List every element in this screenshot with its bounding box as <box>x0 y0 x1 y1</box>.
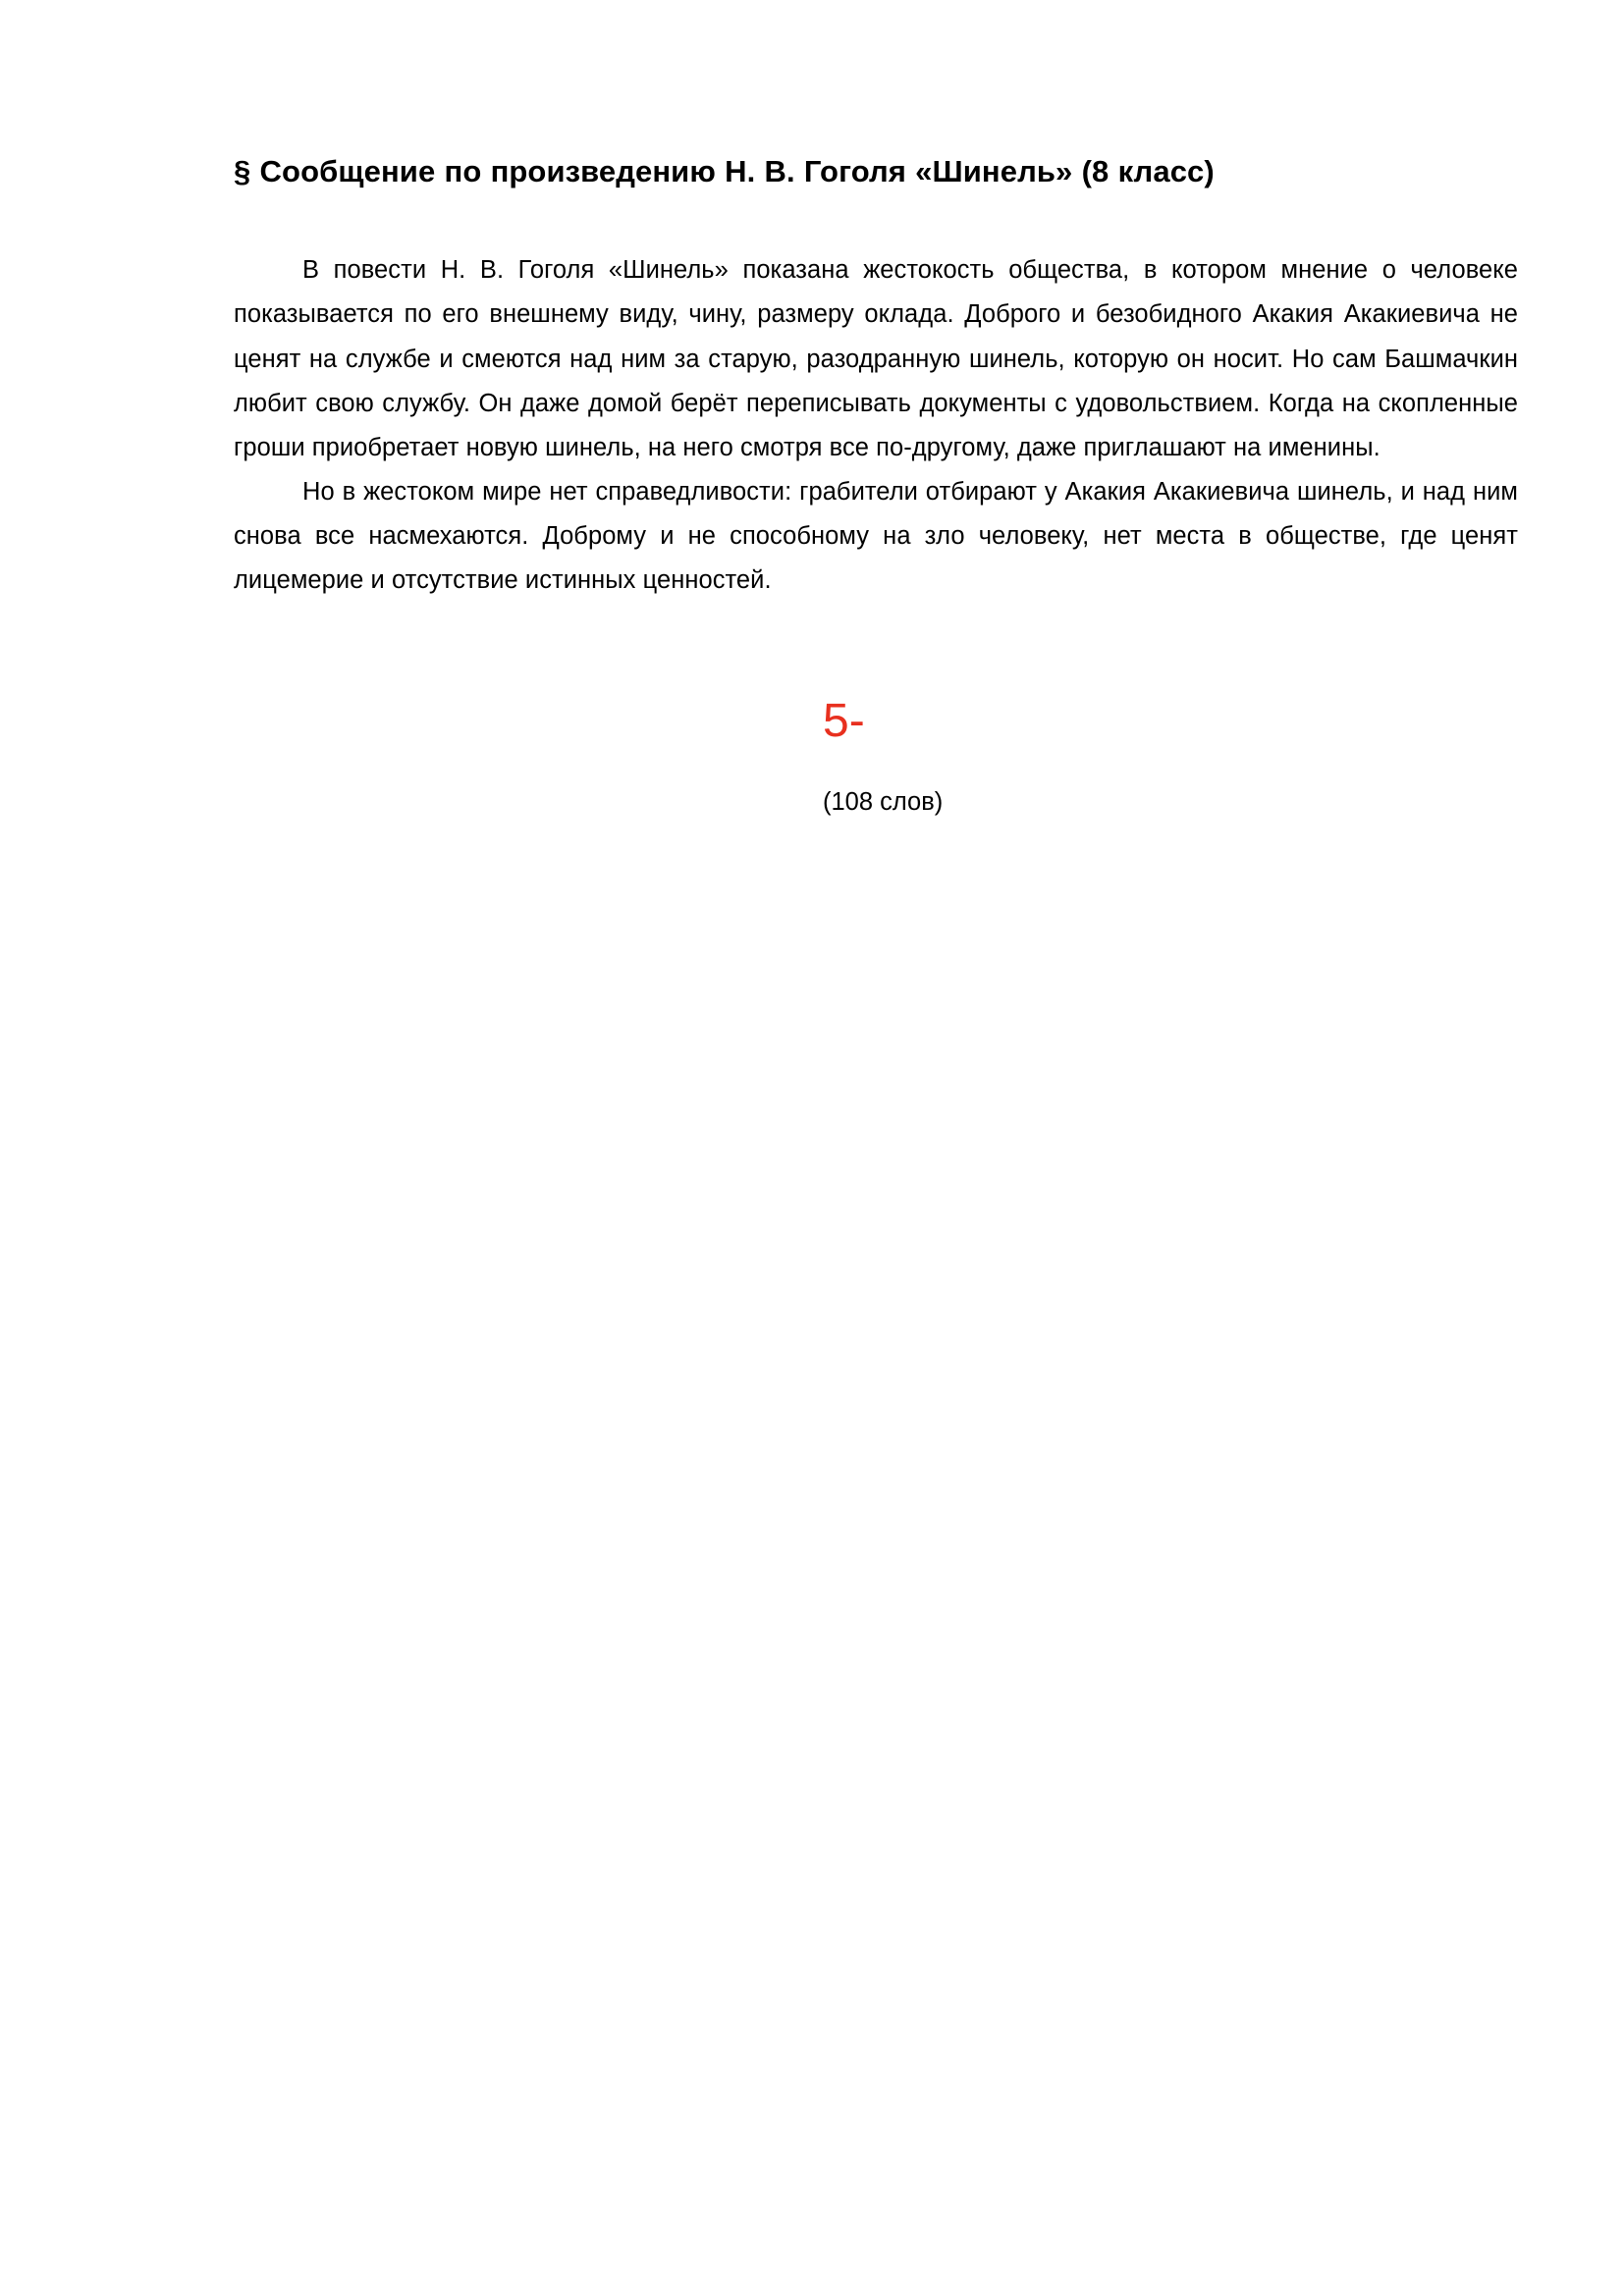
title-line-1: § Сообщение по произведению Н. В. Гоголя <box>234 154 906 188</box>
title-line-2: «Шинель» (8 класс) <box>915 154 1215 188</box>
word-count: (108 слов) <box>823 787 944 816</box>
grading-block <box>234 693 1518 820</box>
page-title <box>234 0 1518 197</box>
paragraph-2: Но в жестоком мире нет справедливости: грабители отбирают у Акакия Акакиевича шинель, и над ним снова все насмехаются. Доброму и не способному на зло человеку, нет места в обществе, где ценят лицемерие и отсутствие истинных ценностей. <box>234 477 1518 595</box>
paragraph-1: В повести Н. В. Гоголя «Шинель» показана жестокость общества, в котором мнение о человеке показывается по его внешнему виду, чину, размеру оклада. Доброго и безобидного Акакия Акакиевича не ценят на службе и смеются над ним за старую, разодранную шинель, которую он носит. Но сам Башмачкин любит свою службу. Он даже домой берёт переписывать документы с удовольствием. Когда на скопленные гроши приобретает новую шинель, на него смотря все по-другому, даже приглашают на именины. <box>234 256 1518 461</box>
document-body <box>234 0 1518 821</box>
grade-mark: 5- <box>823 695 865 748</box>
